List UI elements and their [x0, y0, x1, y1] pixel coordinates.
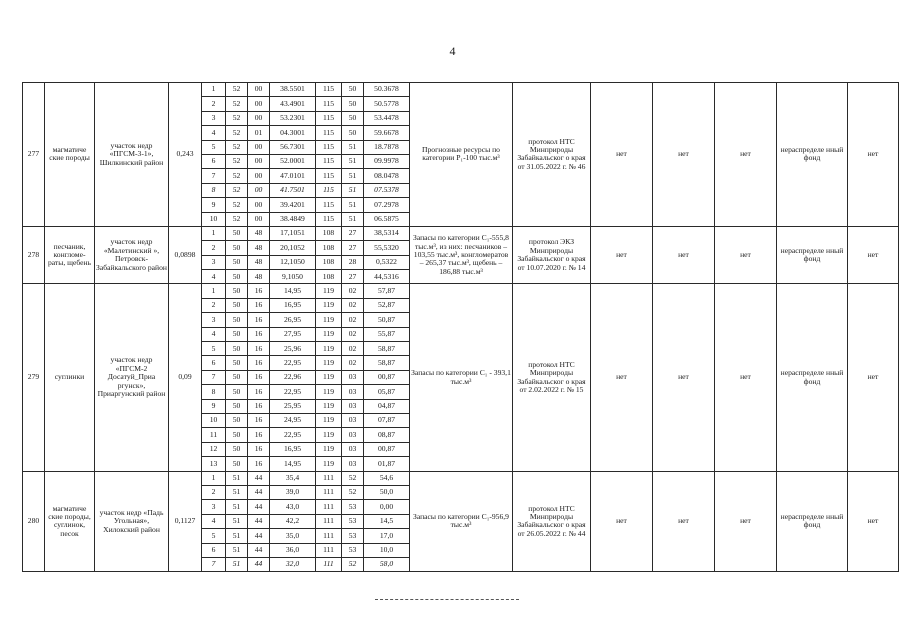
- coordinate-cell: 00,87: [364, 370, 410, 384]
- coordinate-cell: 6: [202, 356, 226, 370]
- coordinate-cell: 51: [226, 485, 248, 499]
- coordinate-cell: 50,0: [364, 485, 410, 499]
- coordinate-cell: 03: [342, 399, 364, 413]
- coordinate-cell: 52: [226, 198, 248, 212]
- coordinate-cell: 16: [248, 327, 270, 341]
- coordinate-cell: 48: [248, 241, 270, 255]
- coordinate-cell: 51: [342, 169, 364, 183]
- coordinate-cell: 02: [342, 284, 364, 298]
- coordinate-cell: 43.4901: [270, 97, 316, 111]
- coordinate-cell: 108: [316, 255, 342, 269]
- coordinate-cell: 52: [342, 485, 364, 499]
- coordinate-cell: 119: [316, 356, 342, 370]
- coordinate-cell: 52.0001: [270, 154, 316, 168]
- coordinate-cell: 00,87: [364, 442, 410, 456]
- mineral-type: магматиче ские породы, суглинок, песок: [45, 471, 95, 572]
- entry-number: 279: [23, 284, 45, 471]
- coordinate-cell: 17,1051: [270, 226, 316, 240]
- coordinate-cell: 24,95: [270, 413, 316, 427]
- coordinate-cell: 16: [248, 313, 270, 327]
- coordinate-cell: 12,1050: [270, 255, 316, 269]
- coordinate-cell: 58,87: [364, 356, 410, 370]
- area-value: 0,1127: [169, 471, 202, 572]
- coordinate-cell: 41.7501: [270, 183, 316, 197]
- coordinate-cell: 50: [226, 356, 248, 370]
- coordinate-cell: 26,95: [270, 313, 316, 327]
- coordinate-cell: 0,00: [364, 500, 410, 514]
- coordinate-cell: 16: [248, 385, 270, 399]
- coordinate-cell: 44,5316: [364, 270, 410, 284]
- coordinate-cell: 16: [248, 342, 270, 356]
- coordinate-cell: 52: [226, 154, 248, 168]
- coordinate-cell: 119: [316, 327, 342, 341]
- coordinate-cell: 53: [342, 514, 364, 528]
- coordinate-cell: 22,95: [270, 385, 316, 399]
- coordinate-cell: 58,0: [364, 557, 410, 571]
- status-cell: нет: [591, 471, 653, 572]
- coordinate-cell: 115: [316, 169, 342, 183]
- coordinate-cell: 50: [226, 241, 248, 255]
- coordinate-cell: 52: [342, 471, 364, 485]
- coordinate-cell: 50: [226, 226, 248, 240]
- coordinate-cell: 44: [248, 529, 270, 543]
- coordinate-cell: 03: [342, 442, 364, 456]
- coordinate-cell: 111: [316, 471, 342, 485]
- coordinate-cell: 50: [226, 442, 248, 456]
- coordinate-cell: 50: [226, 399, 248, 413]
- site-location: участок недр «Малетинский », Петровск- Забайкальского район: [95, 226, 169, 284]
- coordinate-cell: 50: [342, 111, 364, 125]
- coordinate-cell: 50: [342, 126, 364, 140]
- coordinate-cell: 20,1052: [270, 241, 316, 255]
- area-value: 0,09: [169, 284, 202, 471]
- coordinate-cell: 50: [342, 83, 364, 97]
- site-location: участок недр «ПГСМ-2 Досатуй_Приа ргунск», Приаргунский район: [95, 284, 169, 471]
- coordinate-cell: 7: [202, 557, 226, 571]
- coordinate-cell: 44: [248, 485, 270, 499]
- coordinate-cell: 3: [202, 111, 226, 125]
- coordinate-cell: 28: [342, 255, 364, 269]
- coordinate-cell: 06.5875: [364, 212, 410, 226]
- coordinate-cell: 08.0478: [364, 169, 410, 183]
- coordinate-cell: 119: [316, 413, 342, 427]
- coordinate-cell: 00: [248, 97, 270, 111]
- coordinate-cell: 27: [342, 226, 364, 240]
- coordinate-cell: 14,95: [270, 457, 316, 471]
- coordinate-cell: 50: [226, 327, 248, 341]
- coordinate-cell: 50: [226, 270, 248, 284]
- coordinate-cell: 9: [202, 399, 226, 413]
- coordinate-cell: 36,0: [270, 543, 316, 557]
- coordinate-cell: 01: [248, 126, 270, 140]
- coordinate-cell: 16: [248, 370, 270, 384]
- coordinate-cell: 8: [202, 385, 226, 399]
- reserves-description: Запасы по категории C₁-956,9 тыс.м³: [410, 471, 513, 572]
- coordinate-cell: 44: [248, 557, 270, 571]
- coordinate-cell: 50: [226, 284, 248, 298]
- coordinate-cell: 10: [202, 413, 226, 427]
- coordinate-cell: 25,95: [270, 399, 316, 413]
- area-value: 0,243: [169, 83, 202, 227]
- coordinate-cell: 16: [248, 413, 270, 427]
- coordinate-cell: 119: [316, 370, 342, 384]
- coordinate-cell: 115: [316, 154, 342, 168]
- coordinate-cell: 52: [226, 83, 248, 97]
- coordinate-cell: 6: [202, 543, 226, 557]
- status-cell: нет: [653, 284, 715, 471]
- coordinate-cell: 115: [316, 83, 342, 97]
- status-cell: нет: [653, 83, 715, 227]
- coordinate-cell: 48: [248, 255, 270, 269]
- coordinate-cell: 00: [248, 183, 270, 197]
- coordinate-cell: 00: [248, 212, 270, 226]
- coordinate-cell: 00: [248, 83, 270, 97]
- coordinate-cell: 07.5378: [364, 183, 410, 197]
- coordinate-cell: 44: [248, 543, 270, 557]
- fund-status: нераспределе нный фонд: [777, 284, 848, 471]
- coordinate-cell: 03: [342, 385, 364, 399]
- coordinate-cell: 115: [316, 111, 342, 125]
- coordinate-cell: 50: [226, 342, 248, 356]
- coordinate-cell: 51: [342, 212, 364, 226]
- coordinate-cell: 27: [342, 241, 364, 255]
- reserves-description: Запасы по категории C₁-555,8 тыс.м³, из них: песчаников – 103,55 тыс.м³, конгломератов – 265,37 тыс.м³, щебень – 186,88 тыс.м³: [410, 226, 513, 284]
- coordinate-cell: 52,87: [364, 298, 410, 312]
- status-cell: нет: [591, 226, 653, 284]
- coordinate-cell: 38,5314: [364, 226, 410, 240]
- coordinate-cell: 02: [342, 327, 364, 341]
- coordinate-cell: 2: [202, 241, 226, 255]
- coordinate-cell: 27: [342, 270, 364, 284]
- coordinate-cell: 5: [202, 529, 226, 543]
- coordinate-cell: 119: [316, 457, 342, 471]
- coordinate-cell: 02: [342, 313, 364, 327]
- coordinate-cell: 50: [226, 370, 248, 384]
- coordinate-cell: 16: [248, 399, 270, 413]
- coordinate-cell: 44: [248, 471, 270, 485]
- coordinate-cell: 59.6678: [364, 126, 410, 140]
- coordinate-cell: 111: [316, 500, 342, 514]
- table-row: [23, 471, 899, 485]
- status-cell: нет: [715, 226, 777, 284]
- coordinate-cell: 4: [202, 327, 226, 341]
- protocol-reference: протокол ЭКЗ Минприроды Забайкальског о края от 10.07.2020 г. № 14: [513, 226, 591, 284]
- coordinate-cell: 4: [202, 126, 226, 140]
- coordinate-cell: 39.4201: [270, 198, 316, 212]
- coordinate-cell: 02: [342, 298, 364, 312]
- table-row: [23, 226, 899, 240]
- coordinate-cell: 10: [202, 212, 226, 226]
- area-value: 0,0898: [169, 226, 202, 284]
- entry-number: 278: [23, 226, 45, 284]
- coordinate-cell: 51: [342, 183, 364, 197]
- coordinate-cell: 1: [202, 83, 226, 97]
- coordinate-cell: 48: [248, 226, 270, 240]
- coordinate-cell: 119: [316, 342, 342, 356]
- coordinate-cell: 111: [316, 485, 342, 499]
- coordinate-cell: 58,87: [364, 342, 410, 356]
- reserves-description: Прогнозные ресурсы по категории P₁-100 тыс.м³: [410, 83, 513, 227]
- coordinate-cell: 50: [226, 385, 248, 399]
- status-cell: нет: [848, 226, 899, 284]
- coordinate-cell: 108: [316, 226, 342, 240]
- coordinate-cell: 00: [248, 140, 270, 154]
- coordinate-cell: 51: [226, 543, 248, 557]
- coordinate-cell: 17,0: [364, 529, 410, 543]
- coordinate-cell: 119: [316, 298, 342, 312]
- coordinate-cell: 07.2978: [364, 198, 410, 212]
- coordinate-cell: 55,5320: [364, 241, 410, 255]
- coordinate-cell: 16,95: [270, 298, 316, 312]
- entry-number: 277: [23, 83, 45, 227]
- coordinate-cell: 119: [316, 284, 342, 298]
- coordinate-cell: 32,0: [270, 557, 316, 571]
- coordinate-cell: 35,4: [270, 471, 316, 485]
- coordinate-cell: 16: [248, 356, 270, 370]
- coordinate-cell: 00: [248, 169, 270, 183]
- coordinate-cell: 27,95: [270, 327, 316, 341]
- coordinate-cell: 3: [202, 313, 226, 327]
- coordinate-cell: 119: [316, 313, 342, 327]
- coordinate-cell: 111: [316, 543, 342, 557]
- coordinate-cell: 35,0: [270, 529, 316, 543]
- coordinate-cell: 10,0: [364, 543, 410, 557]
- status-cell: нет: [848, 83, 899, 227]
- coordinate-cell: 00: [248, 198, 270, 212]
- coordinate-cell: 3: [202, 500, 226, 514]
- reserves-description: Запасы по категории C₁ - 393,1 тыс.м³: [410, 284, 513, 471]
- coordinate-cell: 03: [342, 457, 364, 471]
- coordinate-cell: 51: [342, 140, 364, 154]
- coordinate-cell: 2: [202, 298, 226, 312]
- coordinate-cell: 54,6: [364, 471, 410, 485]
- coordinate-cell: 115: [316, 183, 342, 197]
- footer-divider: [375, 599, 519, 600]
- fund-status: нераспределе нный фонд: [777, 226, 848, 284]
- table-row: [23, 284, 899, 298]
- coordinate-cell: 11: [202, 428, 226, 442]
- coordinate-cell: 02: [342, 356, 364, 370]
- protocol-reference: протокол НТС Минприроды Забайкальског о края от 26.05.2022 г. № 44: [513, 471, 591, 572]
- coordinate-cell: 50.3678: [364, 83, 410, 97]
- coordinate-cell: 50: [226, 313, 248, 327]
- coordinate-cell: 0,5322: [364, 255, 410, 269]
- coordinate-cell: 55,87: [364, 327, 410, 341]
- coordinate-cell: 1: [202, 471, 226, 485]
- status-cell: нет: [848, 284, 899, 471]
- coordinate-cell: 119: [316, 399, 342, 413]
- coordinate-cell: 51: [226, 514, 248, 528]
- coordinate-cell: 50: [226, 457, 248, 471]
- coordinate-cell: 03: [342, 370, 364, 384]
- coordinate-cell: 50: [226, 255, 248, 269]
- protocol-reference: протокол НТС Минприроды Забайкальског о края от 31.05.2022 г. № 46: [513, 83, 591, 227]
- coordinate-cell: 111: [316, 529, 342, 543]
- coordinate-cell: 51: [342, 154, 364, 168]
- coordinate-cell: 42,2: [270, 514, 316, 528]
- coordinate-cell: 51: [226, 500, 248, 514]
- coordinate-cell: 50: [226, 428, 248, 442]
- coordinate-cell: 119: [316, 442, 342, 456]
- coordinate-cell: 22,95: [270, 428, 316, 442]
- coordinate-cell: 1: [202, 226, 226, 240]
- coordinate-cell: 52: [226, 169, 248, 183]
- coordinate-cell: 01,87: [364, 457, 410, 471]
- coordinate-cell: 111: [316, 514, 342, 528]
- coordinate-cell: 6: [202, 154, 226, 168]
- coordinate-cell: 12: [202, 442, 226, 456]
- coordinate-cell: 52: [226, 212, 248, 226]
- coordinate-cell: 4: [202, 514, 226, 528]
- coordinate-cell: 25,96: [270, 342, 316, 356]
- coordinate-cell: 44: [248, 514, 270, 528]
- coordinate-cell: 9,1050: [270, 270, 316, 284]
- coordinate-cell: 2: [202, 485, 226, 499]
- coordinate-cell: 50,87: [364, 313, 410, 327]
- status-cell: нет: [715, 471, 777, 572]
- coordinate-cell: 51: [342, 198, 364, 212]
- coordinate-cell: 8: [202, 183, 226, 197]
- coordinate-cell: 51: [226, 471, 248, 485]
- coordinate-cell: 52: [226, 126, 248, 140]
- coordinate-cell: 7: [202, 370, 226, 384]
- protocol-reference: протокол НТС Минприроды Забайкальског о края от 2.02.2022 г. № 15: [513, 284, 591, 471]
- mineral-type: суглинки: [45, 284, 95, 471]
- coordinate-cell: 115: [316, 212, 342, 226]
- coordinate-cell: 47.0101: [270, 169, 316, 183]
- status-cell: нет: [715, 284, 777, 471]
- coordinate-cell: 16: [248, 442, 270, 456]
- coordinate-cell: 53: [342, 500, 364, 514]
- status-cell: нет: [653, 226, 715, 284]
- site-location: участок недр «Падь Угольная», Хилокский район: [95, 471, 169, 572]
- coordinate-cell: 14,5: [364, 514, 410, 528]
- coordinate-cell: 4: [202, 270, 226, 284]
- coordinate-cell: 57,87: [364, 284, 410, 298]
- coordinate-cell: 51: [226, 557, 248, 571]
- coordinate-cell: 16: [248, 428, 270, 442]
- coordinate-cell: 09.9978: [364, 154, 410, 168]
- table-row: [23, 83, 899, 97]
- coordinate-cell: 50: [226, 298, 248, 312]
- coordinate-cell: 115: [316, 140, 342, 154]
- coordinate-cell: 111: [316, 557, 342, 571]
- coordinate-cell: 52: [342, 557, 364, 571]
- coordinate-cell: 50.5778: [364, 97, 410, 111]
- coordinate-cell: 00: [248, 154, 270, 168]
- coordinate-cell: 115: [316, 198, 342, 212]
- coordinate-cell: 50: [226, 413, 248, 427]
- coordinate-cell: 38.5501: [270, 83, 316, 97]
- coordinate-cell: 52: [226, 97, 248, 111]
- coordinate-cell: 52: [226, 183, 248, 197]
- coordinate-cell: 5: [202, 342, 226, 356]
- coordinate-cell: 56.7301: [270, 140, 316, 154]
- coordinate-cell: 22,95: [270, 356, 316, 370]
- coordinate-cell: 9: [202, 198, 226, 212]
- mineral-type: песчаник, конгломе- раты, щебень: [45, 226, 95, 284]
- coordinate-cell: 119: [316, 385, 342, 399]
- coordinate-cell: 52: [226, 140, 248, 154]
- coordinate-cell: 44: [248, 500, 270, 514]
- coordinate-cell: 02: [342, 342, 364, 356]
- coordinate-cell: 13: [202, 457, 226, 471]
- coordinate-cell: 115: [316, 97, 342, 111]
- fund-status: нераспределе нный фонд: [777, 471, 848, 572]
- coordinate-cell: 53: [342, 529, 364, 543]
- coordinate-cell: 50: [342, 97, 364, 111]
- status-cell: нет: [591, 83, 653, 227]
- page-number: 4: [449, 44, 456, 58]
- coordinate-cell: 7: [202, 169, 226, 183]
- mineral-deposits-table: [22, 82, 899, 572]
- coordinate-cell: 38.4849: [270, 212, 316, 226]
- coordinate-cell: 1: [202, 284, 226, 298]
- coordinate-cell: 22,96: [270, 370, 316, 384]
- coordinate-cell: 07,87: [364, 413, 410, 427]
- fund-status: нераспределе нный фонд: [777, 83, 848, 227]
- coordinate-cell: 48: [248, 270, 270, 284]
- coordinate-cell: 00: [248, 111, 270, 125]
- coordinate-cell: 43,0: [270, 500, 316, 514]
- coordinate-cell: 115: [316, 126, 342, 140]
- coordinate-cell: 08,87: [364, 428, 410, 442]
- status-cell: нет: [653, 471, 715, 572]
- site-location: участок недр «ПГСМ-3-1», Шилкинский район: [95, 83, 169, 227]
- coordinate-cell: 52: [226, 111, 248, 125]
- coordinate-cell: 16,95: [270, 442, 316, 456]
- coordinate-cell: 16: [248, 284, 270, 298]
- status-cell: нет: [591, 284, 653, 471]
- coordinate-cell: 108: [316, 270, 342, 284]
- coordinate-cell: 53: [342, 543, 364, 557]
- coordinate-cell: 39,0: [270, 485, 316, 499]
- coordinate-cell: 03: [342, 428, 364, 442]
- entry-number: 280: [23, 471, 45, 572]
- coordinate-cell: 05,87: [364, 385, 410, 399]
- coordinate-cell: 04.3001: [270, 126, 316, 140]
- mineral-type: магматиче ские породы: [45, 83, 95, 227]
- status-cell: нет: [848, 471, 899, 572]
- coordinate-cell: 119: [316, 428, 342, 442]
- status-cell: нет: [715, 83, 777, 227]
- coordinate-cell: 51: [226, 529, 248, 543]
- coordinate-cell: 2: [202, 97, 226, 111]
- coordinate-cell: 18.7878: [364, 140, 410, 154]
- coordinate-cell: 5: [202, 140, 226, 154]
- coordinate-cell: 03: [342, 413, 364, 427]
- coordinate-cell: 53.4478: [364, 111, 410, 125]
- coordinate-cell: 53.2301: [270, 111, 316, 125]
- coordinate-cell: 16: [248, 298, 270, 312]
- coordinate-cell: 108: [316, 241, 342, 255]
- coordinate-cell: 3: [202, 255, 226, 269]
- coordinate-cell: 04,87: [364, 399, 410, 413]
- coordinate-cell: 14,95: [270, 284, 316, 298]
- coordinate-cell: 16: [248, 457, 270, 471]
